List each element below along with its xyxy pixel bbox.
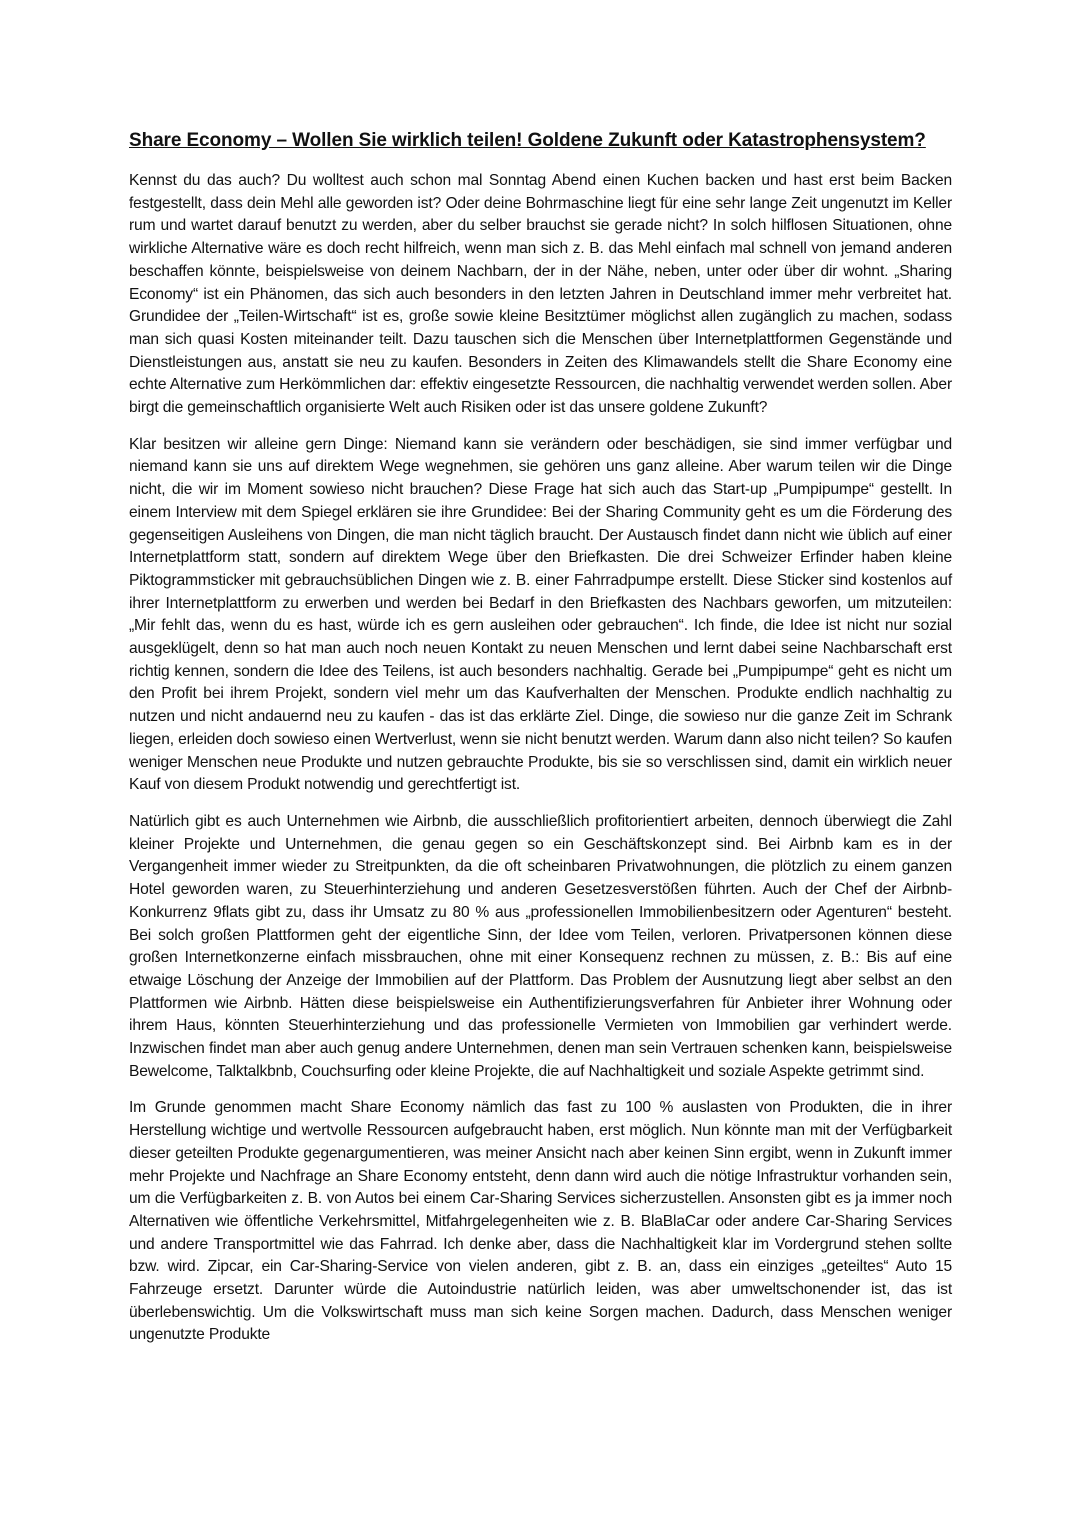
paragraph-airbnb: Natürlich gibt es auch Unternehmen wie Airbnb, die ausschließlich profitorientiert arbeiten, dennoch überwiegt die Zahl kleiner Projekte und Unternehmen, die genau gegen so ein Geschäftskonzept sind. Bei Airbnb kam es in der Vergangenheit immer wieder zu Streitpunkten, da die oft scheinbaren Privatwohnungen, die plötzlich zu einem ganzen Hotel geworden waren, zu Steuerhinterziehung und anderen Gesetzesverstößen führten. Auch der Chef der Airbnb-Konkurrenz 9flats gibt zu, dass ihr Umsatz zu 80 % aus „professionellen Immobilienbesitzern oder Agenturen“ besteht. Bei solch großen Plattformen geht der eigentliche Sinn, der Idee vom Teilen, verloren. Privatpersonen können diese großen Internetkonzerne einfach missbrauchen, ohne mit einer Konsequenz rechnen zu müssen, z. B.: Bis auf eine etwaige Löschung der Anzeige der Immobilien auf der Plattform. Das Problem der Ausnutzung liegt aber selbst an den Plattformen wie Airbnb. Hätten diese beispielsweise ein Authentifizierungsverfahren für Anbieter ihrer Wohnung oder ihrem Haus, könnten Steuerhinterziehung und das professionelle Vermieten von Immobilien gar verhindert werde. Inzwischen findet man aber auch genug andere Unternehmen, denen man sein Vertrauen schenken kann, beispielsweise Bewelcome, Talktalkbnb, Couchsurfing oder kleine Projekte, die auf Nachhaltigkeit und soziale Aspekte getrimmt sind. (129, 812, 952, 1080)
paragraph-pumpipumpe: Klar besitzen wir alleine gern Dinge: Niemand kann sie verändern oder beschädigen, sie sind immer verfügbar und niemand kann sie uns auf direktem Wege wegnehmen, sie gehören uns ganz alleine. Aber warum teilen wir die Dinge nicht, die wir im Moment sowieso nicht brauchen? Diese Frage hat sich auch das Start-up „Pumpipumpe“ gestellt. In einem Interview mit dem Spiegel erklären sie ihre Grundidee: Bei der Sharing Community geht es um die Förderung des gegenseitigen Ausleihens von Dingen, die man nicht täglich braucht. Der Austausch findet dann nicht wie üblich auf einer Internetplattform statt, sondern auf direktem Wege über den Briefkasten. Die drei Schweizer Erfinder haben kleine Piktogrammsticker mit gebrauchsüblichen Dingen wie z. B. einer Fahrradpumpe erstellt. Diese Sticker sind kostenlos auf ihrer Internetplattform zu erwerben und werden bei Bedarf in den Briefkasten des Nachbars geworfen, um mitzuteilen: „Mir fehlt das, wenn du es hast, würde ich es gern ausleihen oder gebrauchen“. Ich finde, die Idee ist nicht nur sozial ausgeklügelt, denn so hat man auch noch neuen Kontakt zu neuen Menschen und lernt dabei seine Nachbarschaft erst richtig kennen, sondern die Idee des Teilens, ist auch besonders nachhaltig. Gerade bei „Pumpipumpe“ geht es nicht um den Profit bei ihrem Projekt, sondern viel mehr um das Kaufverhalten der Menschen. Produkte endlich nachhaltig zu nutzen und nicht andauernd neu zu kaufen - das ist das erklärte Ziel. Dinge, die sowieso nur die ganze Zeit im Schrank liegen, erleiden doch sowieso einen Wertverlust, wenn sie nicht benutzt werden. Warum dann also nicht teilen? So kaufen weniger Menschen neue Produkte und nutzen gebrauchte Produkte, bis sie so verschlissen sind, damit ein wirklich neuer Kauf von diesem Produkt notwendig und gerechtfertigt ist. (129, 435, 952, 794)
paragraph-intro: Kennst du das auch? Du wolltest auch schon mal Sonntag Abend einen Kuchen backen und hast erst beim Backen festgestellt, dass dein Mehl alle geworden ist? Oder deine Bohrmaschine liegt für eine sehr lange Zeit ungenutzt im Keller rum und wartet darauf benutzt zu werden, aber du selber brauchst sie gerade nicht? In solch hilflosen Situationen, ohne wirkliche Alternative wäre es doch recht hilfreich, wenn man sich z. B. das Mehl einfach mal schnell von jemand anderen beschaffen könnte, beispielsweise von deinem Nachbarn, der in der Nähe, neben, unter oder über dir wohnt. „Sharing Economy“ ist ein Phänomen, das sich auch besonders in den letzten Jahren in Deutschland immer mehr verbreitet hat. Grundidee der „Teilen-Wirtschaft“ ist es, große sowie kleine Besitztümer möglichst allen zugänglich zu machen, sodass man sich quasi Kosten miteinander teilt. Dazu tauschen sich die Menschen über Internetplattformen Gegenstände und Dienstleistungen aus, anstatt sie neu zu kaufen. Besonders in Zeiten des Klimawandels stellt die Share Economy eine echte Alternative zum Herkömmlichen dar: effektiv eingesetzte Ressourcen, die nachhaltig verwendet werden sollen. Aber birgt die gemeinschaftlich organisierte Welt auch Risiken oder ist das unsere goldene Zukunft? (129, 172, 952, 417)
document-title: Share Economy – Wollen Sie wirklich teilen! Goldene Zukunft oder Katastrophensystem? (129, 130, 926, 151)
paragraph-sustainability: Im Grunde genommen macht Share Economy nämlich das fast zu 100 % auslasten von Produkten, die in ihrer Herstellung wichtige und wertvolle Ressourcen aufgebraucht haben, erst möglich. Nun könnte man mit der Verfügbarkeit dieser geteilten Produkte gegenargumentieren, was meiner Ansicht nach aber keinen Sinn ergibt, wenn in Zukunft immer mehr Projekte und Nachfrage an Share Economy entsteht, denn dann wird auch die nötige Infrastruktur vorhanden sein, um die Verfügbarkeiten z. B. von Autos bei einem Car-Sharing Services sicherzustellen. Ansonsten gibt es ja immer noch Alternativen wie öffentliche Verkehrsmittel, Mitfahrgelegenheiten wie z. B. BlaBlaCar oder andere Car-Sharing Services und andere Transportmittel wie das Fahrrad. Ich denke aber, dass die Nachhaltigkeit klar im Vordergrund stehen sollte bzw. wird. Zipcar, ein Car-Sharing-Service von vielen anderen, gibt z. B. an, dass ein einziges „geteiltes“ Auto 15 Fahrzeuge ersetzt. Darunter würde die Autoindustrie natürlich leiden, was aber umweltschonender ist, das ist überlebenswichtig. Um die Volkswirtschaft muss man sich keine Sorgen machen. Dadurch, dass Menschen weniger ungenutzte Produkte (129, 1099, 952, 1344)
document-page (129, 128, 952, 1361)
